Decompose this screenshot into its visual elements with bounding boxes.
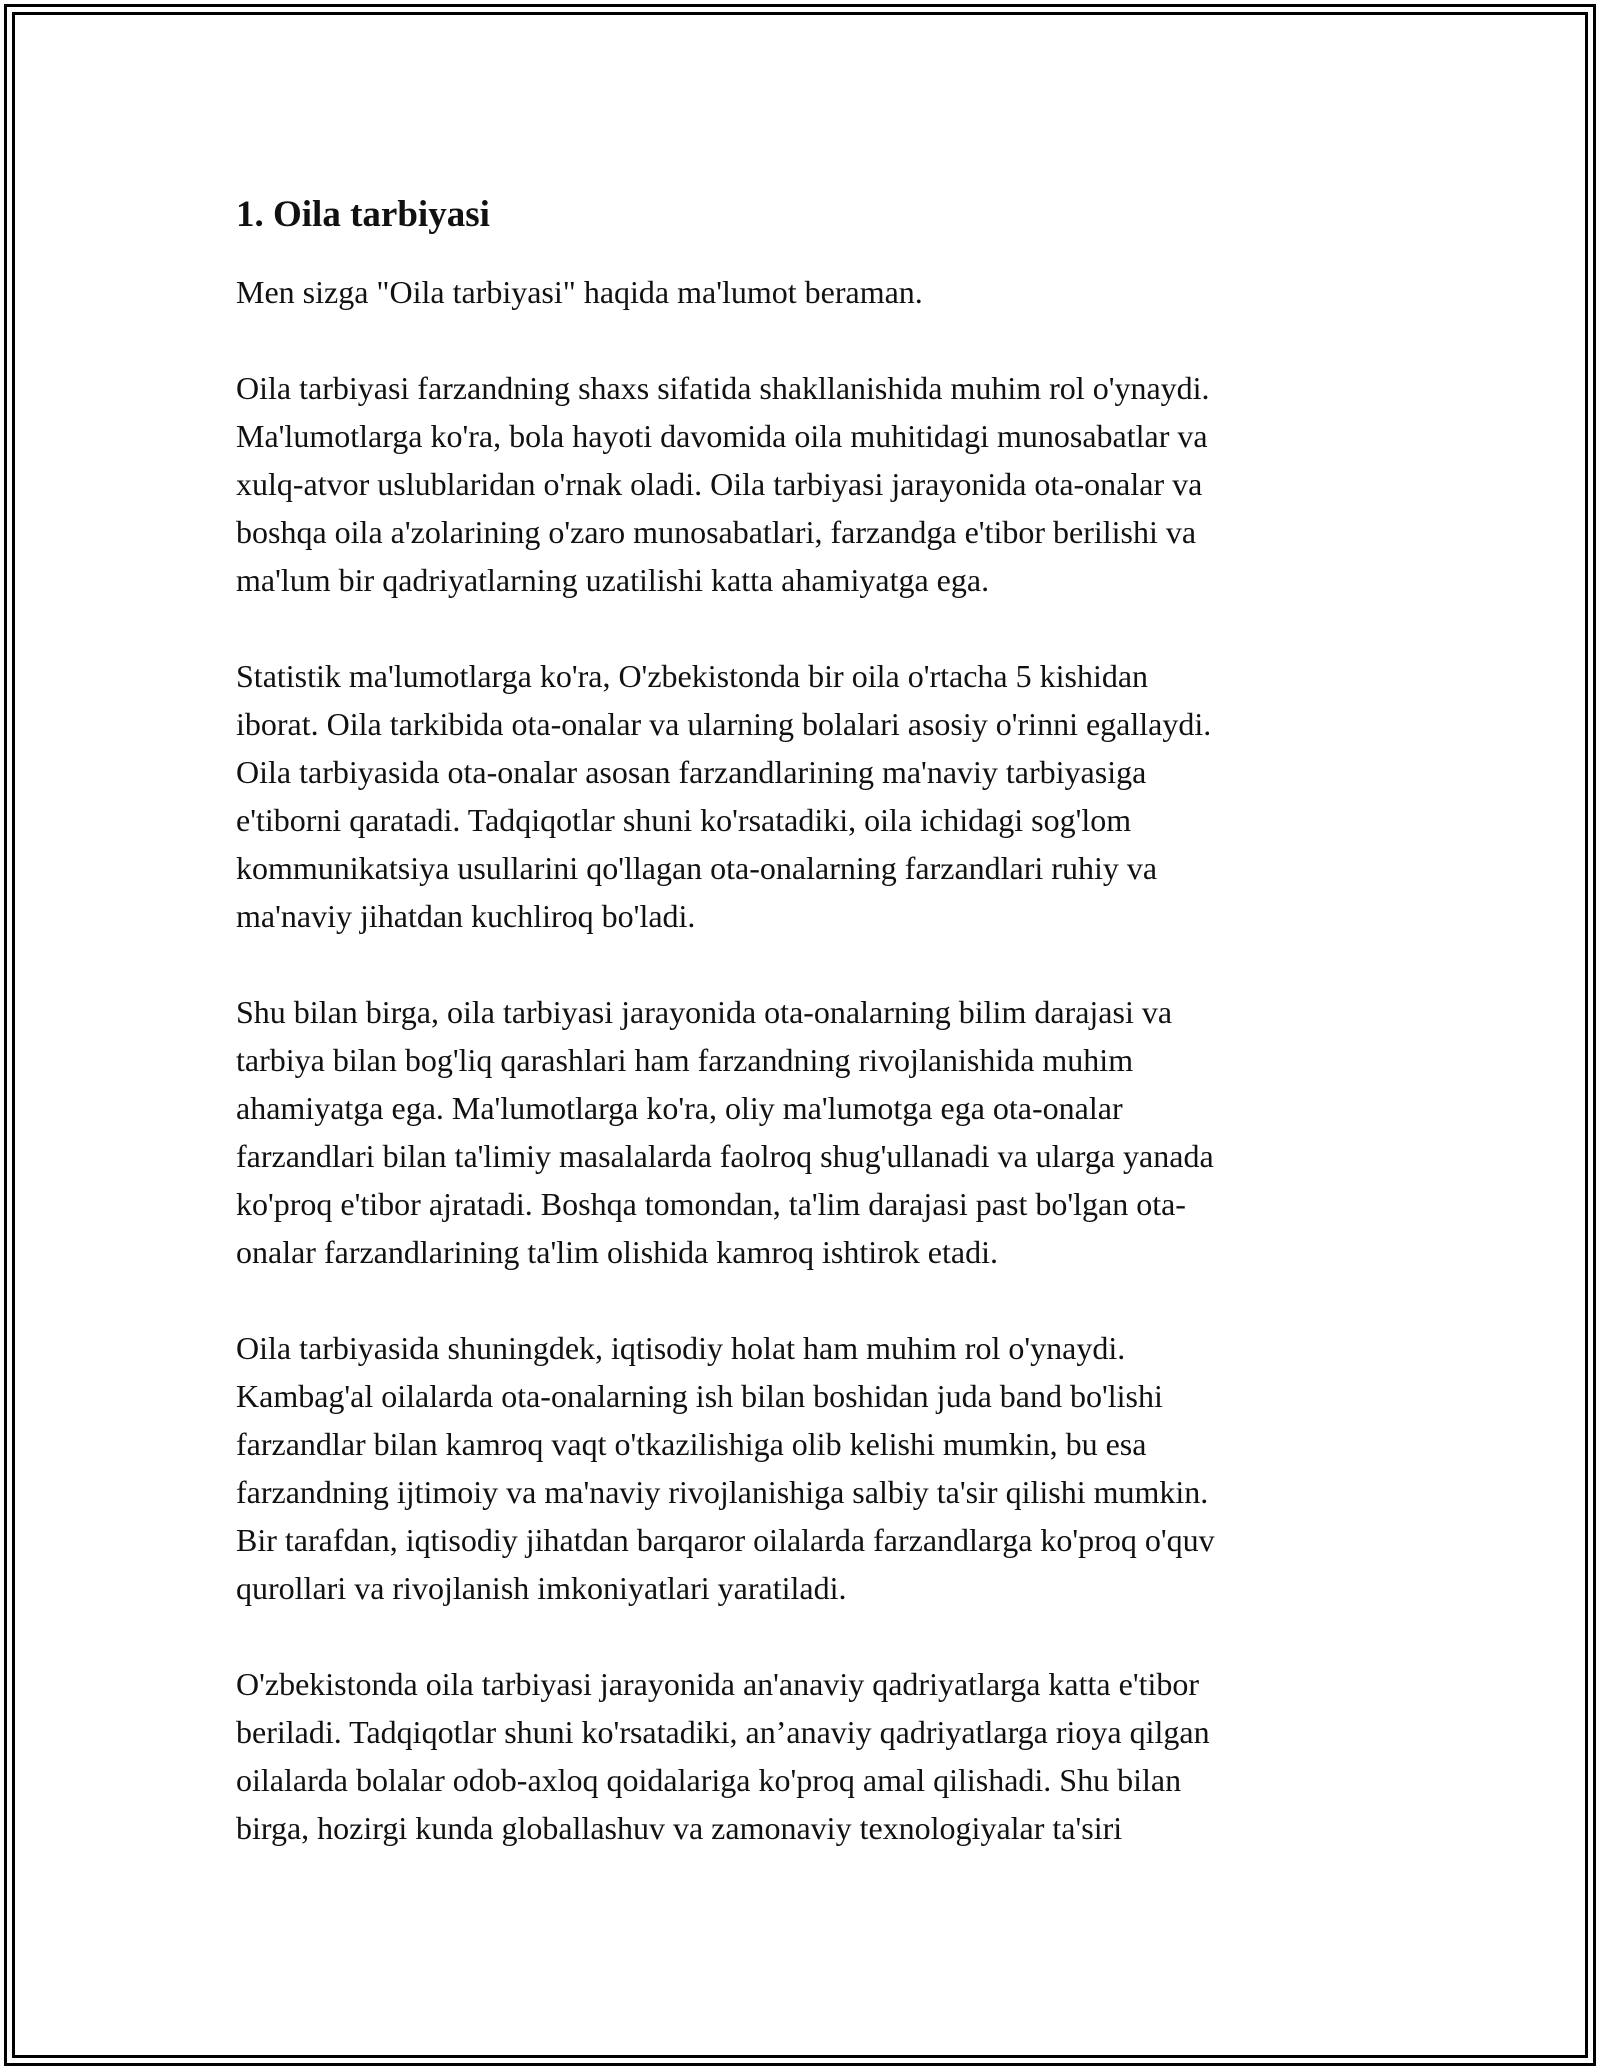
section-title: 1. Oila tarbiyasi xyxy=(236,194,490,235)
document-body xyxy=(236,190,1364,1900)
paragraph-2: Statistik ma'lumotlarga ko'ra, O'zbekistonda bir oila o'rtacha 5 kishidan iborat. Oila tarkibida ota-onalar va ularning bolalari asosiy o'rinni egallaydi. Oila tarbiyasida ota-onalar asosan farzandlarining ma'naviy tarbiyasiga e'tiborni qaratadi. Tadqiqotlar shuni ko'rsatadiki, oila ichidagi sog'lom kommunikatsiya usullarini qo'llagan ota-onalarning farzandlari ruhiy va ma'naviy jihatdan kuchliroq bo'ladi. xyxy=(236,658,1212,934)
paragraph-5: O'zbekistonda oila tarbiyasi jarayonida an'anaviy qadriyatlarga katta e'tibor beriladi. Tadqiqotlar shuni ko'rsatadiki, an’anaviy qadriyatlarga rioya qilgan oilalarda bolalar odob-axloq qoidalariga ko'proq amal qilishadi. Shu bilan birga, hozirgi kunda globallashuv va zamonaviy texnologiyalar ta'siri xyxy=(236,1666,1210,1846)
paragraph-4: Oila tarbiyasida shuningdek, iqtisodiy holat ham muhim rol o'ynaydi. Kambag'al oilalarda ota-onalarning ish bilan boshidan juda band bo'lishi farzandlar bilan kamroq vaqt o'tkazilishiga olib kelishi mumkin, bu esa farzandning ijtimoiy va ma'naviy rivojlanishiga salbiy ta'sir qilishi mumkin. Bir tarafdan, iqtisodiy jihatdan barqaror oilalarda farzandlarga ko'proq o'quv qurollari va rivojlanish imkoniyatlari yaratiladi. xyxy=(236,1330,1215,1606)
paragraph-intro: Men sizga "Oila tarbiyasi" haqida ma'lumot beraman. xyxy=(236,274,923,310)
paragraph-1: Oila tarbiyasi farzandning shaxs sifatida shakllanishida muhim rol o'ynaydi. Ma'lumotlarga ko'ra, bola hayoti davomida oila muhitidagi munosabatlar va xulq-atvor uslublaridan o'rnak oladi. Oila tarbiyasi jarayonida ota-onalar va boshqa oila a'zolarining o'zaro munosabatlari, farzandga e'tibor berilishi va ma'lum bir qadriyatlarning uzatilishi katta ahamiyatga ega. xyxy=(236,370,1210,598)
paragraph-3: Shu bilan birga, oila tarbiyasi jarayonida ota-onalarning bilim darajasi va tarbiya bilan bog'liq qarashlari ham farzandning rivojlanishida muhim ahamiyatga ega. Ma'lumotlarga ko'ra, oliy ma'lumotga ega ota-onalar farzandlari bilan ta'limiy masalalarda faolroq shug'ullanadi va ularga yanada ko'proq e'tibor ajratadi. Boshqa tomondan, ta'lim darajasi past bo'lgan ota- onalar farzandlarining ta'lim olishida kamroq ishtirok etadi. xyxy=(236,994,1214,1270)
